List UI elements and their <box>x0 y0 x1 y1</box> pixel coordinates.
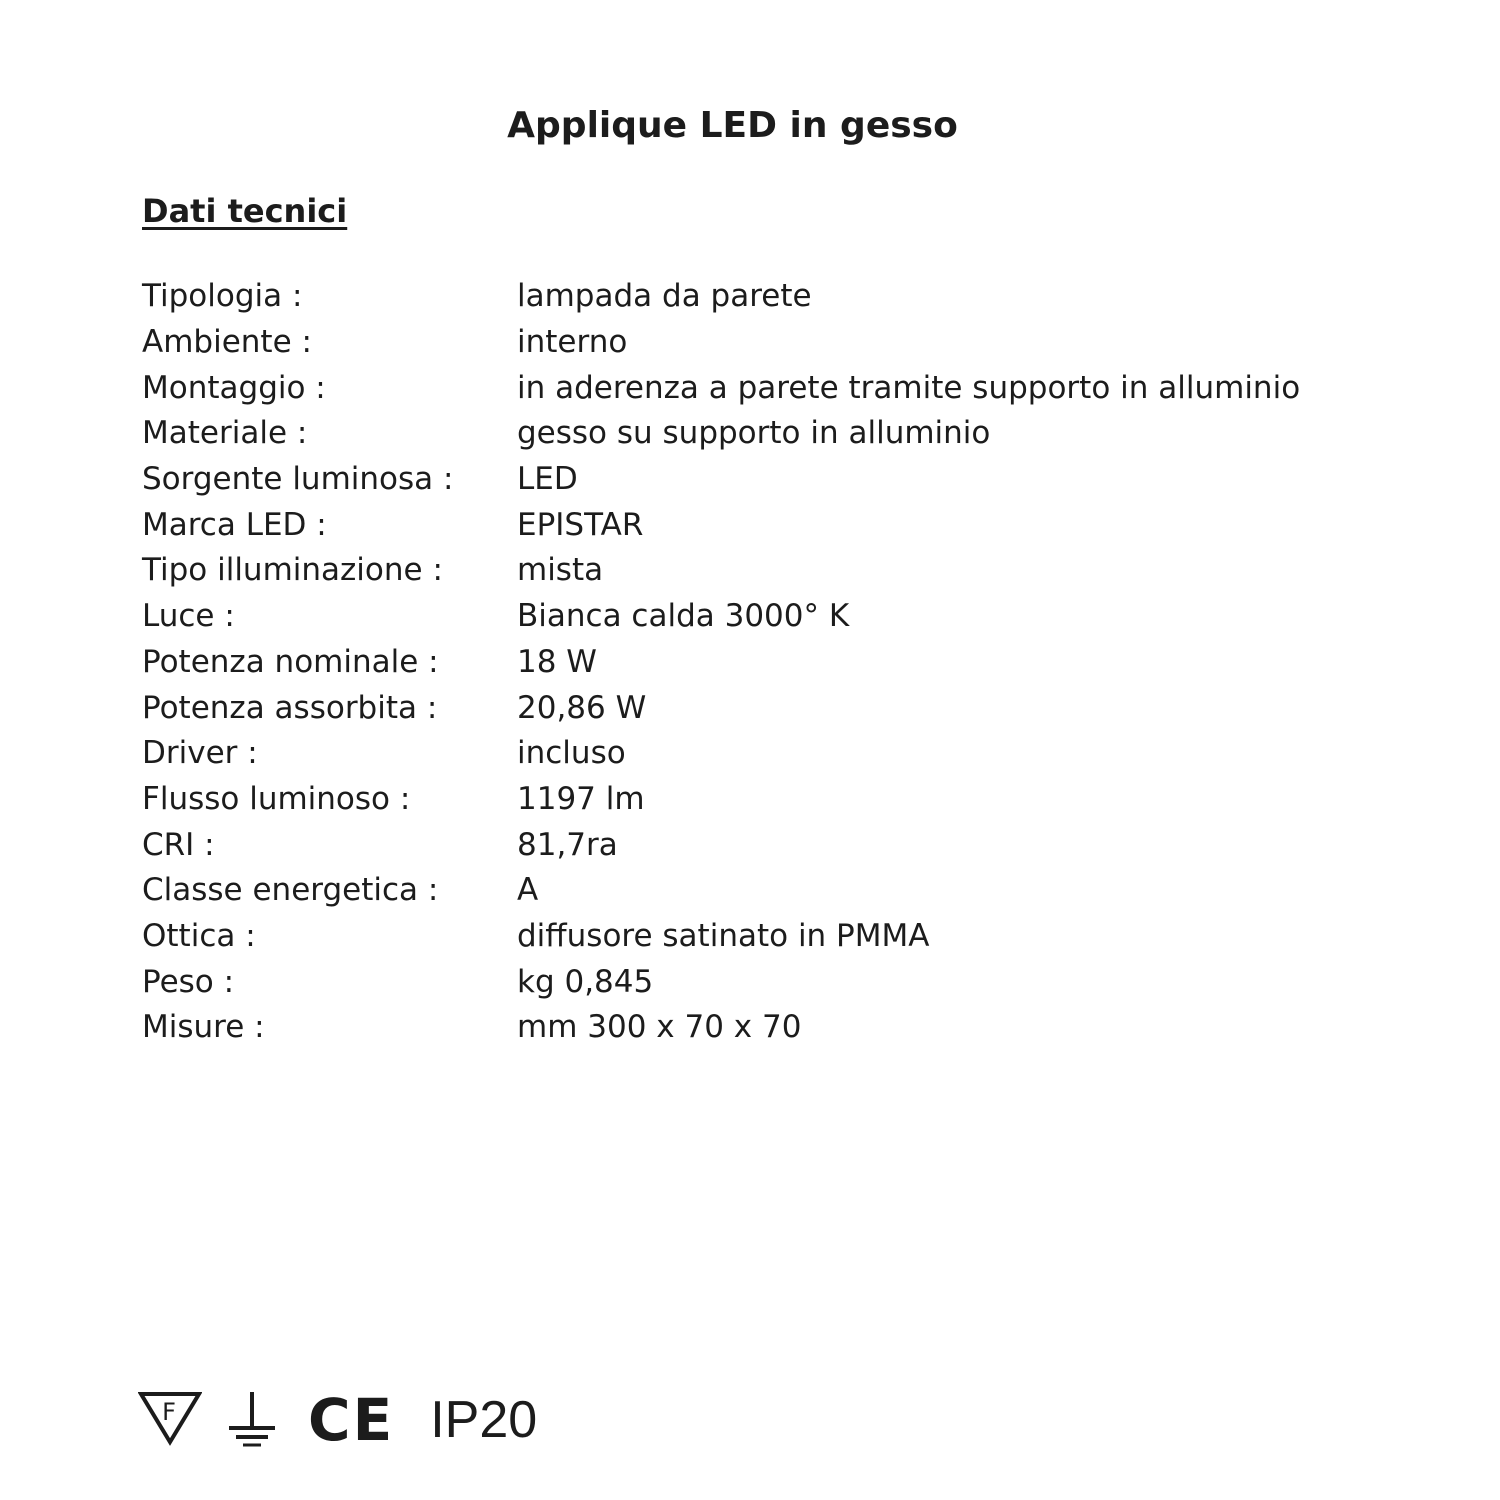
spec-value: in aderenza a parete tramite supporto in alluminio <box>517 369 1301 406</box>
spec-row <box>142 731 1442 777</box>
spec-label: Flusso luminoso : <box>142 780 411 817</box>
spec-value: interno <box>517 324 628 361</box>
spec-row <box>142 1005 1442 1051</box>
spec-value: A <box>517 872 539 909</box>
spec-value: gesso su supporto in alluminio <box>517 415 991 452</box>
spec-value: incluso <box>517 735 626 772</box>
spec-row <box>142 548 1442 594</box>
spec-value: 18 W <box>517 643 597 680</box>
spec-value: 20,86 W <box>517 689 647 726</box>
spec-value: EPISTAR <box>517 506 644 543</box>
spec-value: 81,7ra <box>517 826 618 863</box>
f-mark-letter: F <box>162 1398 176 1426</box>
spec-label: Montaggio : <box>142 369 326 406</box>
spec-label: Tipo illuminazione : <box>142 552 443 589</box>
spec-label: Peso : <box>142 963 235 1000</box>
spec-value: Bianca calda 3000° K <box>517 598 850 635</box>
spec-label: Ambiente : <box>142 324 312 361</box>
spec-value: 1197 lm <box>517 780 645 817</box>
spec-row <box>142 640 1442 686</box>
spec-label: Classe energetica : <box>142 872 439 909</box>
spec-row <box>142 914 1442 960</box>
spec-value: diffusore satinato in PMMA <box>517 917 930 954</box>
ground-icon <box>226 1388 278 1452</box>
spec-row <box>142 457 1442 503</box>
spec-row <box>142 320 1442 366</box>
ce-mark: CE <box>308 1386 395 1454</box>
spec-row <box>142 365 1442 411</box>
spec-row <box>142 411 1442 457</box>
spec-value: kg 0,845 <box>517 963 654 1000</box>
spec-row <box>142 777 1442 823</box>
spec-label: Driver : <box>142 735 258 772</box>
spec-label: CRI : <box>142 826 215 863</box>
ip-rating: IP20 <box>430 1391 538 1449</box>
spec-label: Luce : <box>142 598 235 635</box>
section-heading: Dati tecnici <box>142 192 348 230</box>
spec-row <box>142 959 1442 1005</box>
spec-row <box>142 274 1442 320</box>
spec-value: mm 300 x 70 x 70 <box>517 1009 802 1046</box>
spec-row <box>142 685 1442 731</box>
spec-row <box>142 594 1442 640</box>
spec-label: Materiale : <box>142 415 308 452</box>
spec-row <box>142 868 1442 914</box>
spec-value: lampada da parete <box>517 278 812 315</box>
spec-label: Ottica : <box>142 917 256 954</box>
spec-value: LED <box>517 461 578 498</box>
spec-label: Marca LED : <box>142 506 327 543</box>
f-mark-icon <box>138 1390 202 1450</box>
spec-label: Tipologia : <box>142 278 303 315</box>
spec-label: Sorgente luminosa : <box>142 461 454 498</box>
spec-label: Potenza assorbita : <box>142 689 438 726</box>
spec-label: Misure : <box>142 1009 265 1046</box>
spec-row <box>142 502 1442 548</box>
spec-value: mista <box>517 552 604 589</box>
spec-table <box>142 274 1442 1051</box>
spec-row <box>142 822 1442 868</box>
spec-label: Potenza nominale : <box>142 643 439 680</box>
certification-marks <box>138 1388 537 1452</box>
document-title: Applique LED in gesso <box>507 105 958 146</box>
